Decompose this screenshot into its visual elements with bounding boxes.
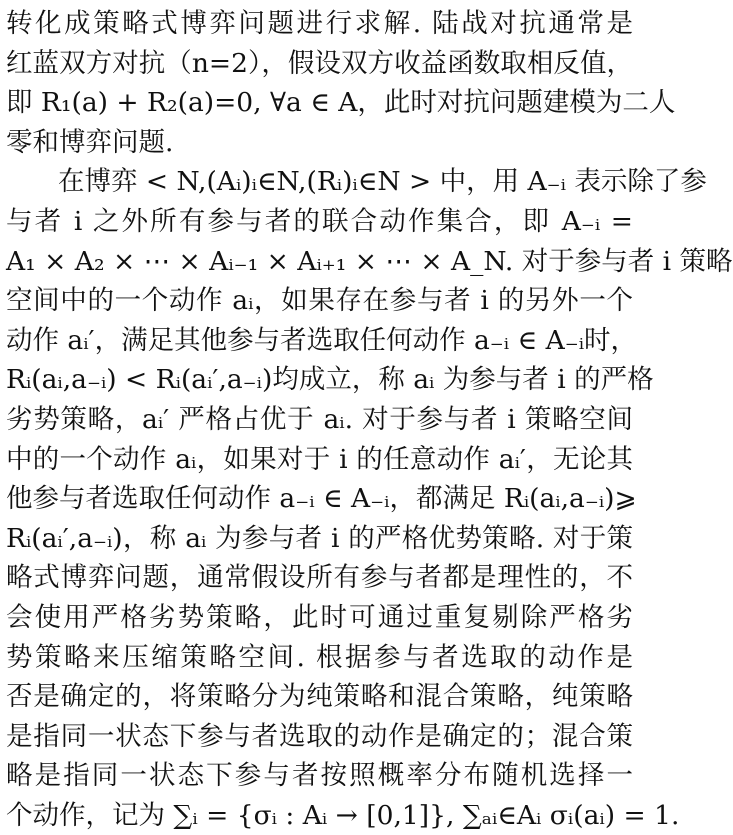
text-line: 与者 i 之外所有参与者的联合动作集合，即 A₋ᵢ = [6,205,633,237]
text-line: 否是确定的，将策略分为纯策略和混合策略，纯策略 [6,681,633,713]
text-line: 即 R₁(a) + R₂(a)=0, ∀a ∈ A，此时对抗问题建模为二人 [6,87,676,119]
text-line: 空间中的一个动作 aᵢ，如果存在参与者 i 的另外一个 [6,285,633,317]
text-line: 动作 aᵢ′，满足其他参与者选取任何动作 a₋ᵢ ∈ A₋ᵢ时， [6,324,638,356]
text-line: 中的一个动作 aᵢ，如果对于 i 的任意动作 aᵢ′，无论其 [6,443,633,475]
paper-body [6,4,733,835]
text-line: 势策略来压缩策略空间. 根据参与者选取的动作是 [6,641,633,673]
text-line: 是指同一状态下参与者选取的动作是确定的；混合策 [6,720,633,752]
text-line: 略式博弈问题，通常假设所有参与者都是理性的，不 [6,562,633,594]
paragraph-first-line: 在博弈 < N,(Aᵢ)ᵢ∈N,(Rᵢ)ᵢ∈N > 中，用 A₋ᵢ 表示除了参 [58,166,707,198]
text-line: 劣势策略，aᵢ′ 严格占优于 aᵢ. 对于参与者 i 策略空间 [6,403,633,435]
text-line: 红蓝双方对抗（n=2），假设双方收益函数取相反值， [6,47,633,79]
text-line: 会使用严格劣势策略，此时可通过重复剔除严格劣 [6,601,633,633]
text-line: 他参与者选取任何动作 a₋ᵢ ∈ A₋ᵢ，都满足 Rᵢ(aᵢ,a₋ᵢ)⩾ [6,483,637,515]
text-line: Rᵢ(aᵢ,a₋ᵢ) < Rᵢ(aᵢ′,a₋ᵢ)均成立，称 aᵢ 为参与者 i 的严格 [6,364,654,396]
text-line: 转化成策略式博弈问题进行求解. 陆战对抗通常是 [6,8,633,39]
text-line: 个动作，记为 ∑ᵢ = {σᵢ : Aᵢ → [0,1]}, ∑ₐᵢ∈Aᵢ σᵢ(aᵢ) = 1. [6,799,680,831]
text-line: 略是指同一状态下参与者按照概率分布随机选择一 [6,760,633,792]
text-line: Rᵢ(aᵢ′,a₋ᵢ)，称 aᵢ 为参与者 i 的严格优势策略. 对于策 [6,522,633,554]
text-line: A₁ × A₂ × ⋯ × Aᵢ₋₁ × Aᵢ₊₁ × ⋯ × A_N. 对于参与者 i 策略 [6,245,733,277]
text-line: 零和博弈问题. [6,126,174,158]
